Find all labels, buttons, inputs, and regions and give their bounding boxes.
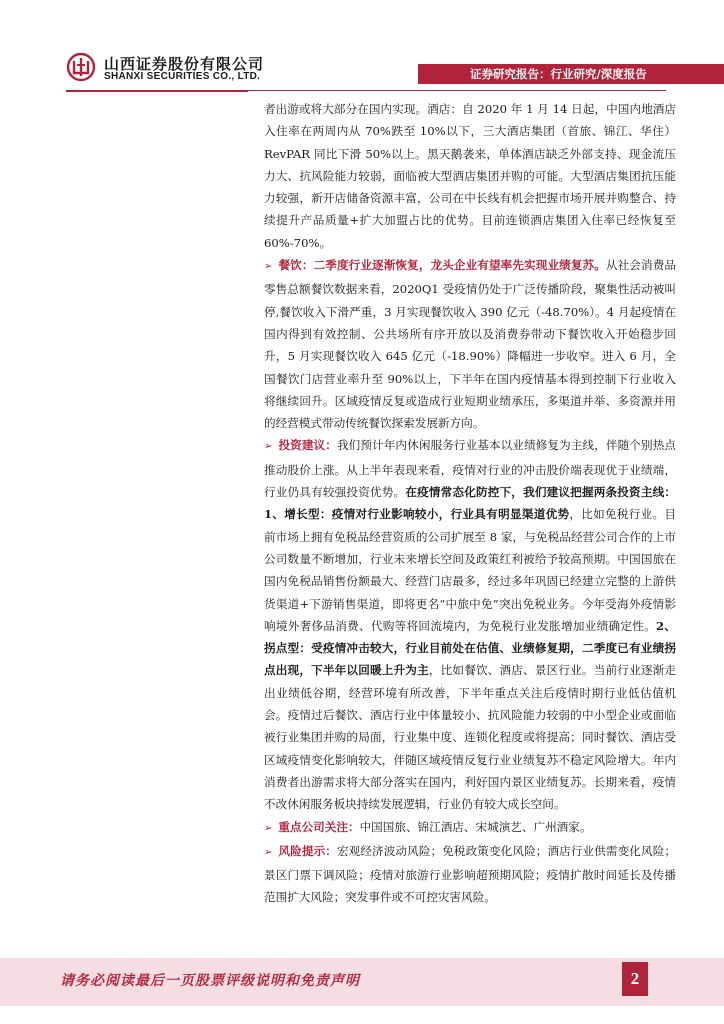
investment-text-d: 2、拐点型：受疫情冲击较大，行业目前处在估值、业绩修复期，二季度已有业绩拐点出现，下半年以回暖上升为主: [264, 618, 676, 678]
paragraph-investment: [264, 434, 676, 815]
key-companies-heading: 重点公司关注：: [278, 819, 360, 834]
bullet-arrow-icon: ➢: [264, 261, 273, 273]
paragraph-risk: [264, 840, 676, 909]
catering-heading: 餐饮：二季度行业逐渐恢复，龙头企业有望率先实现业绩复苏。: [278, 258, 606, 273]
investment-heading: 投资建议：: [278, 438, 337, 453]
shanxi-securities-logo-icon: [66, 52, 96, 82]
company-name-en: SHANXI SECURITIES CO., LTD.: [104, 71, 261, 82]
report-body: [264, 98, 676, 909]
key-companies-text: 中国国旅、锦江酒店、宋城演艺、广州酒家。: [359, 819, 592, 834]
bullet-arrow-icon: ➢: [264, 822, 273, 834]
paragraph-key-companies: [264, 816, 676, 840]
paragraph-catering: [264, 254, 676, 434]
footer-disclaimer: 请务必阅读最后一页股票评级说明和免责声明: [60, 973, 360, 989]
company-name-cn: 山西证券股份有限公司: [104, 55, 265, 73]
investment-text-b: 在疫情常态化防控下，我们建议把握两条投资主线：1、增长型：疫情对行业影响较小，行业具有明显渠道优势: [264, 485, 676, 522]
header-rule-thin: [248, 90, 666, 91]
investment-text-c: ，比如免税行业。目前市场上拥有免税品经营资质的公司扩展至 8 家，与免税品经营公司合作的上市公司数量不断增加，行业未来增长空间及政策红利被给予较高预期。中国国旅在国内免税品销售份额最大、经营门店最多，经过多年巩固已经建立完整的上游供货渠道+下游销售渠道，即将更名“中旅中免”突出免税业务。今年受海外疫情影响境外奢侈品消费、代购等将回流境内，为免税行业发胀增加业绩确定性。: [264, 507, 676, 633]
risk-heading: 风险提示：: [278, 843, 337, 858]
bullet-arrow-icon: ➢: [264, 441, 273, 453]
report-type-label: 证券研究报告：行业研究/深度报告: [470, 67, 647, 81]
paragraph-hotel: 者出游或将大部分在国内实现。酒店：自 2020 年 1 月 14 日起，中国内地酒店入住率在两周内从 70%跌至 10%以下，三大酒店集团（首旅、锦江、华住）RevPAR 同比下滑 50%以上。黑天鹅袭来，单体酒店缺乏外部支持、现金流压力大、抗风险能力较弱，面临被大型酒店集团并购的可能。大型酒店集团抗压能力较强，新开店储备资源丰富，公司在中长线有机会把握市场开展并购整合、持续提升产品质量+扩大加盟占比的优势。目前连锁酒店集团入住率已经恢复至 60%-70%。: [264, 102, 676, 250]
risk-text: 宏观经济波动风险；免税政策变化风险；酒店行业供需变化风险；景区门票下调风险；疫情对旅游行业影响超预期风险；疫情扩散时间延长及传播范围扩大风险；突发事件或不可控灾害风险。: [264, 843, 676, 905]
header-rule-thick: [66, 90, 248, 92]
bullet-arrow-icon: ➢: [264, 846, 273, 858]
investment-text-a: 我们预计年内休闲服务行业基本以业绩修复为主线，伴随个别热点推动股价上涨。从上半年表现来看，疫情对行业的冲击股价端表现优于业绩端，行业仍具有较强投资优势。: [264, 438, 676, 500]
page-header: [0, 0, 724, 100]
investment-text-e: ，比如餐饮、酒店、景区行业。当前行业逐渐走出业绩低谷期，经营环境有所改善，下半年重点关注后疫情时期行业低估值机会。疫情过后餐饮、酒店行业中体量较小、抗风险能力较弱的中小型企业或面临被行业集团并购的局面，行业集中度、连锁化程度或将提高；同时餐饮、酒店受区域疫情变化影响较大，伴随区域疫情反复行业业绩复苏不稳定风险增大。年内消费者出游需求将大部分落实在国内，利好国内景区业绩复苏。长期来看，疫情不改休闲服务板块持续发展逻辑，行业仍有较大成长空间。: [264, 663, 676, 812]
page-number: 2: [622, 962, 648, 996]
catering-text: 从社会消费品零售总额餐饮数据来看，2020Q1 受疫情仍处于广泛传播阶段，聚集性活动被叫停,餐饮收入下滑严重，3 月实现餐饮收入 390 亿元（-48.70%）。4 月起疫情在国内得到有效控制、公共场所有序开放以及消费券带动下餐饮收入开始稳步回升，5 月实现餐饮收入 645 亿元（-18.90%）降幅进一步收窄。进入 6 月，全国餐饮门店营业率升至 90%以上，下半年在国内疫情基本得到控制下行业收入将继续回升。区域疫情反复或造成行业短期业绩承压，多渠道并举、多资源并用的经营模式带动传统餐饮探索发展新方向。: [264, 258, 676, 431]
